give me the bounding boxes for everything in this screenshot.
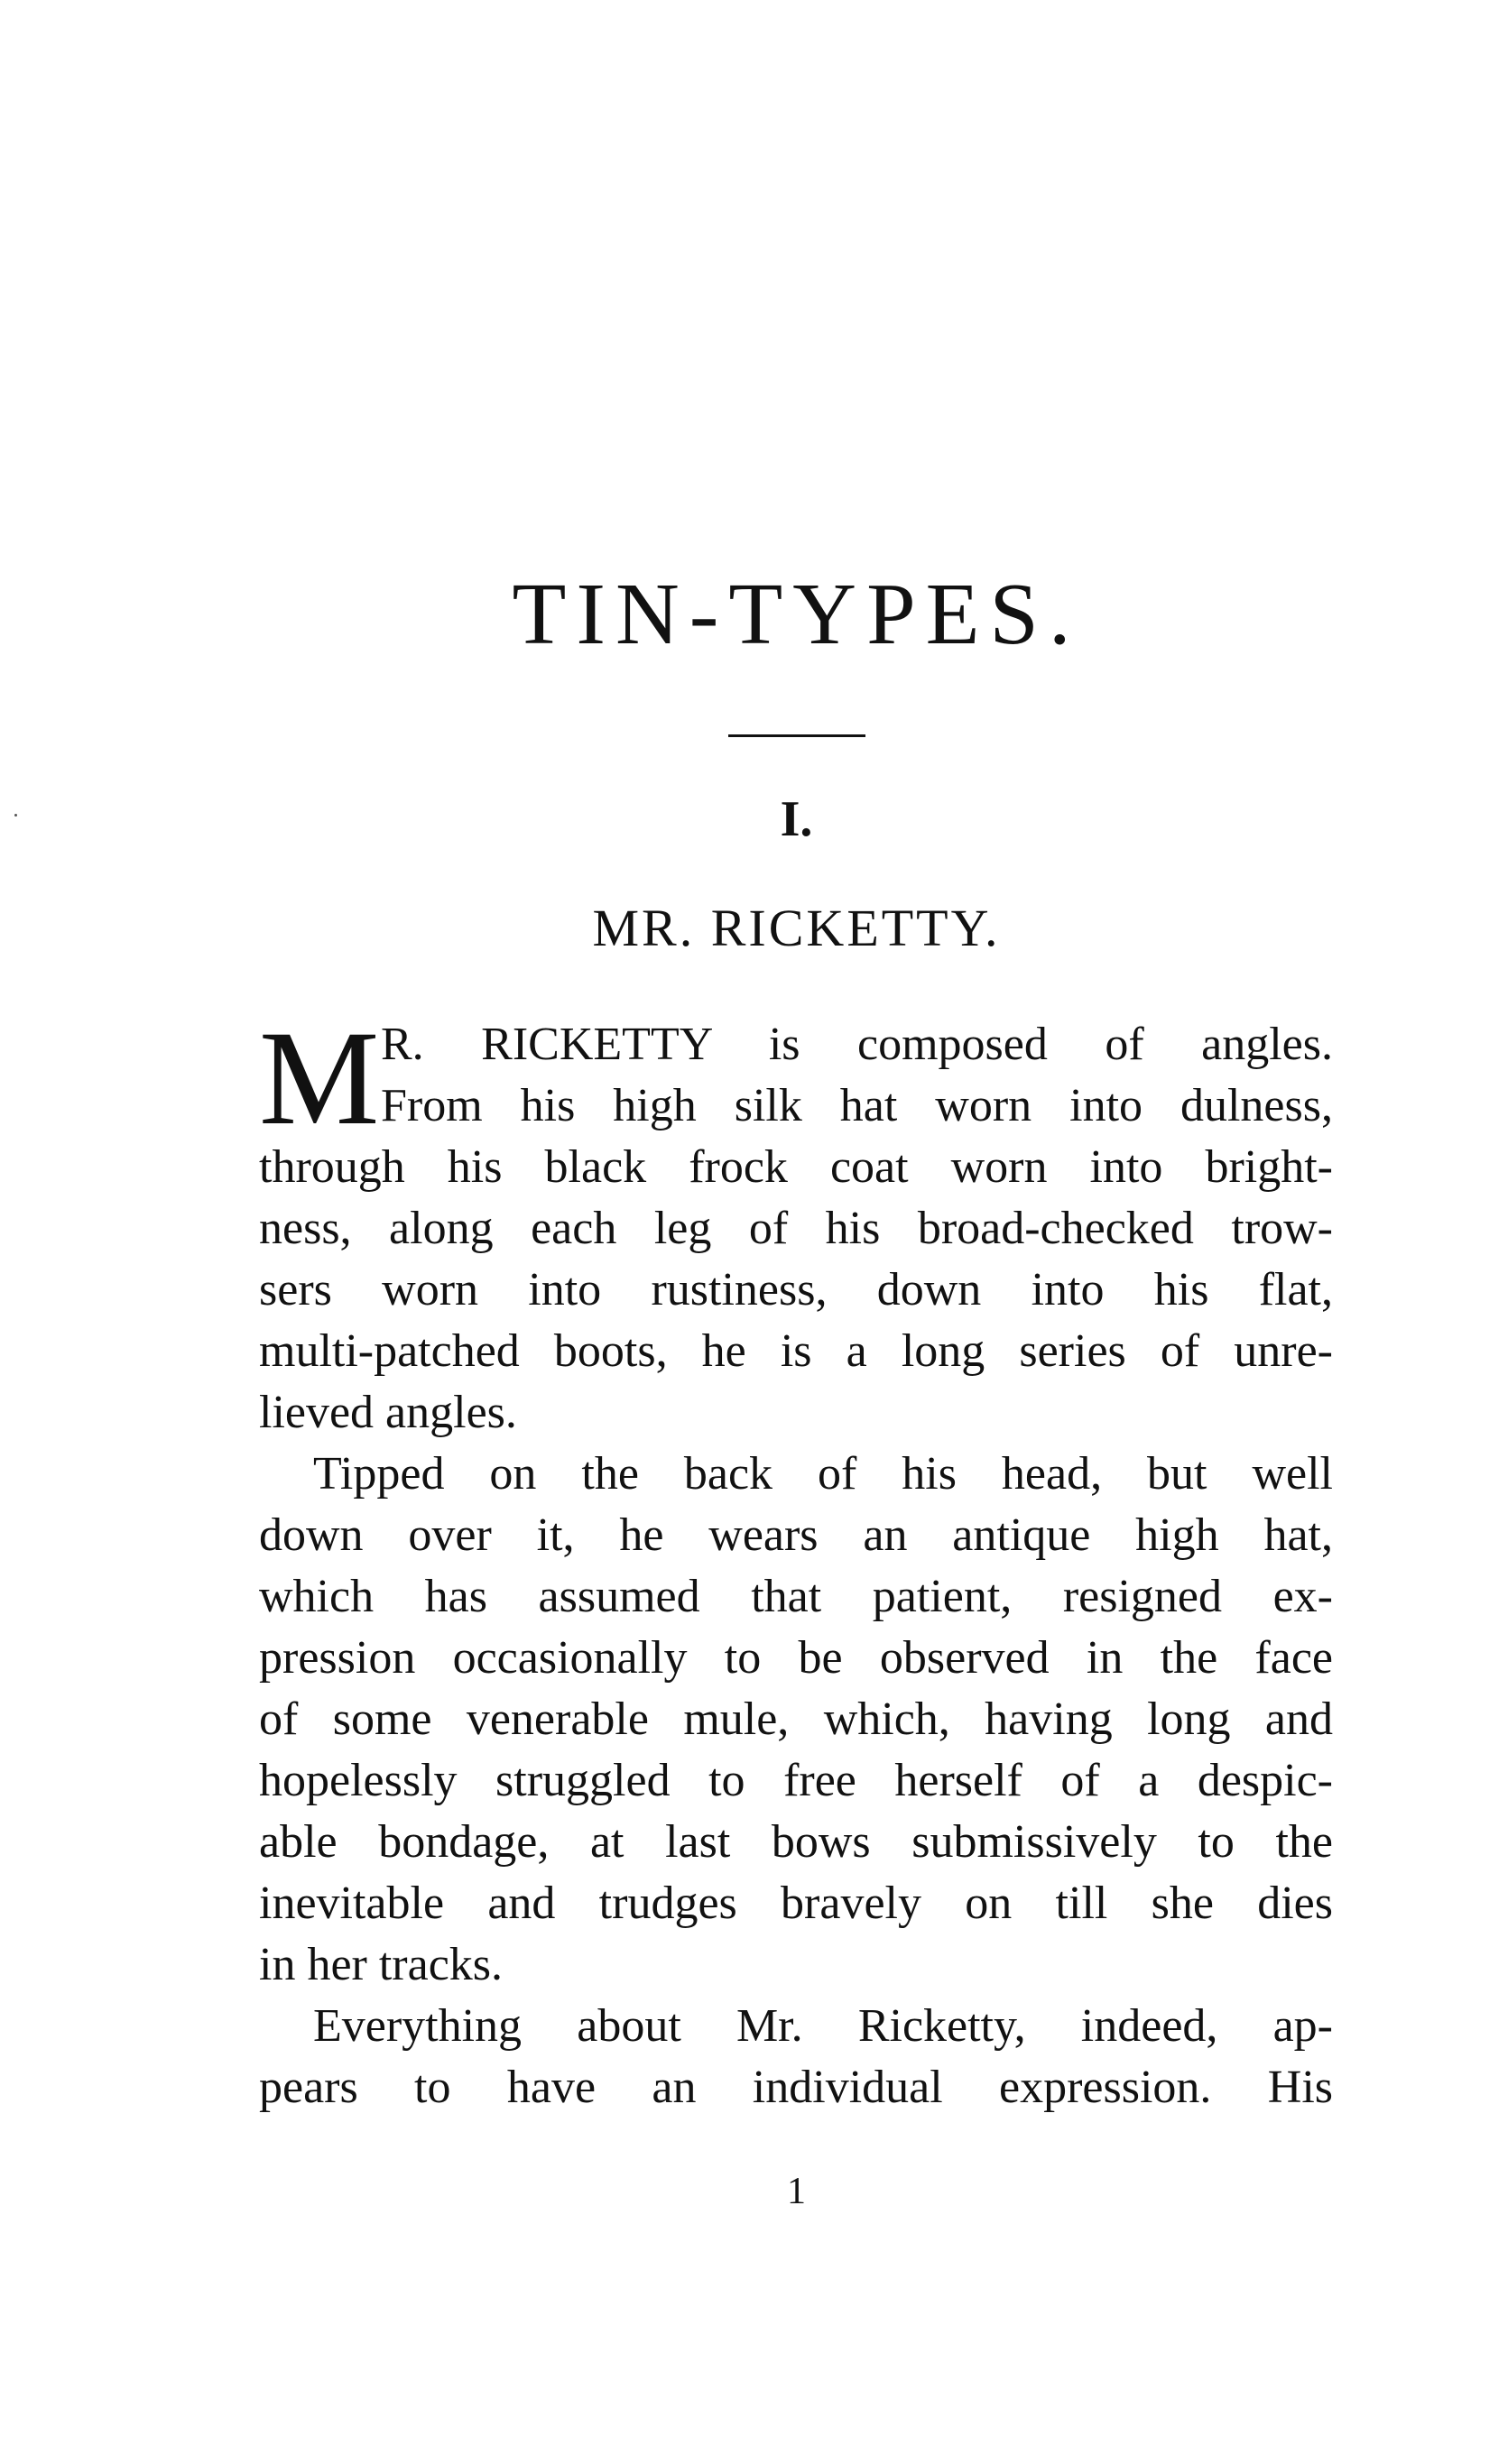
text-line: down over it, he wears an antique high hat, <box>259 1509 1333 1561</box>
text-line: sers worn into rustiness, down into his flat, <box>259 1264 1333 1315</box>
title-divider <box>728 734 865 737</box>
text-line: hopelessly struggled to free herself of a despic- <box>259 1755 1333 1806</box>
book-title: TIN-TYPES. <box>512 566 1081 663</box>
text-line: lieved angles. <box>259 1387 517 1438</box>
text-line: pears to have an individual expression. His <box>259 2062 1333 2113</box>
text-line: R. RICKETTY is composed of angles. <box>381 1019 1333 1070</box>
text-line: through his black frock coat worn into bright- <box>259 1141 1333 1193</box>
text-line: able bondage, at last bows submissively to the <box>259 1816 1333 1868</box>
drop-cap: M <box>259 1003 380 1153</box>
text-line: in her tracks. <box>259 1939 504 1990</box>
text-line: multi-patched boots, he is a long series of unre- <box>259 1325 1333 1377</box>
page-number: 1 <box>787 2171 806 2212</box>
text-line: Tipped on the back of his head, but well <box>313 1448 1333 1500</box>
text-line: inevitable and trudges bravely on till she dies <box>259 1878 1333 1929</box>
chapter-number: I. <box>780 791 813 847</box>
text-line: pression occasionally to be observed in the face <box>259 1632 1333 1684</box>
text-line: of some venerable mule, which, having long and <box>259 1693 1333 1745</box>
text-line: ness, along each leg of his broad-checked trow- <box>259 1203 1333 1254</box>
body-text <box>259 1014 1333 2118</box>
text-line: From his high silk hat worn into dulness, <box>381 1080 1333 1131</box>
chapter-title: MR. RICKETTY. <box>592 899 1001 957</box>
text-line: Everything about Mr. Ricketty, indeed, ap- <box>313 2000 1333 2052</box>
text-line: which has assumed that patient, resigned ex- <box>259 1571 1333 1622</box>
